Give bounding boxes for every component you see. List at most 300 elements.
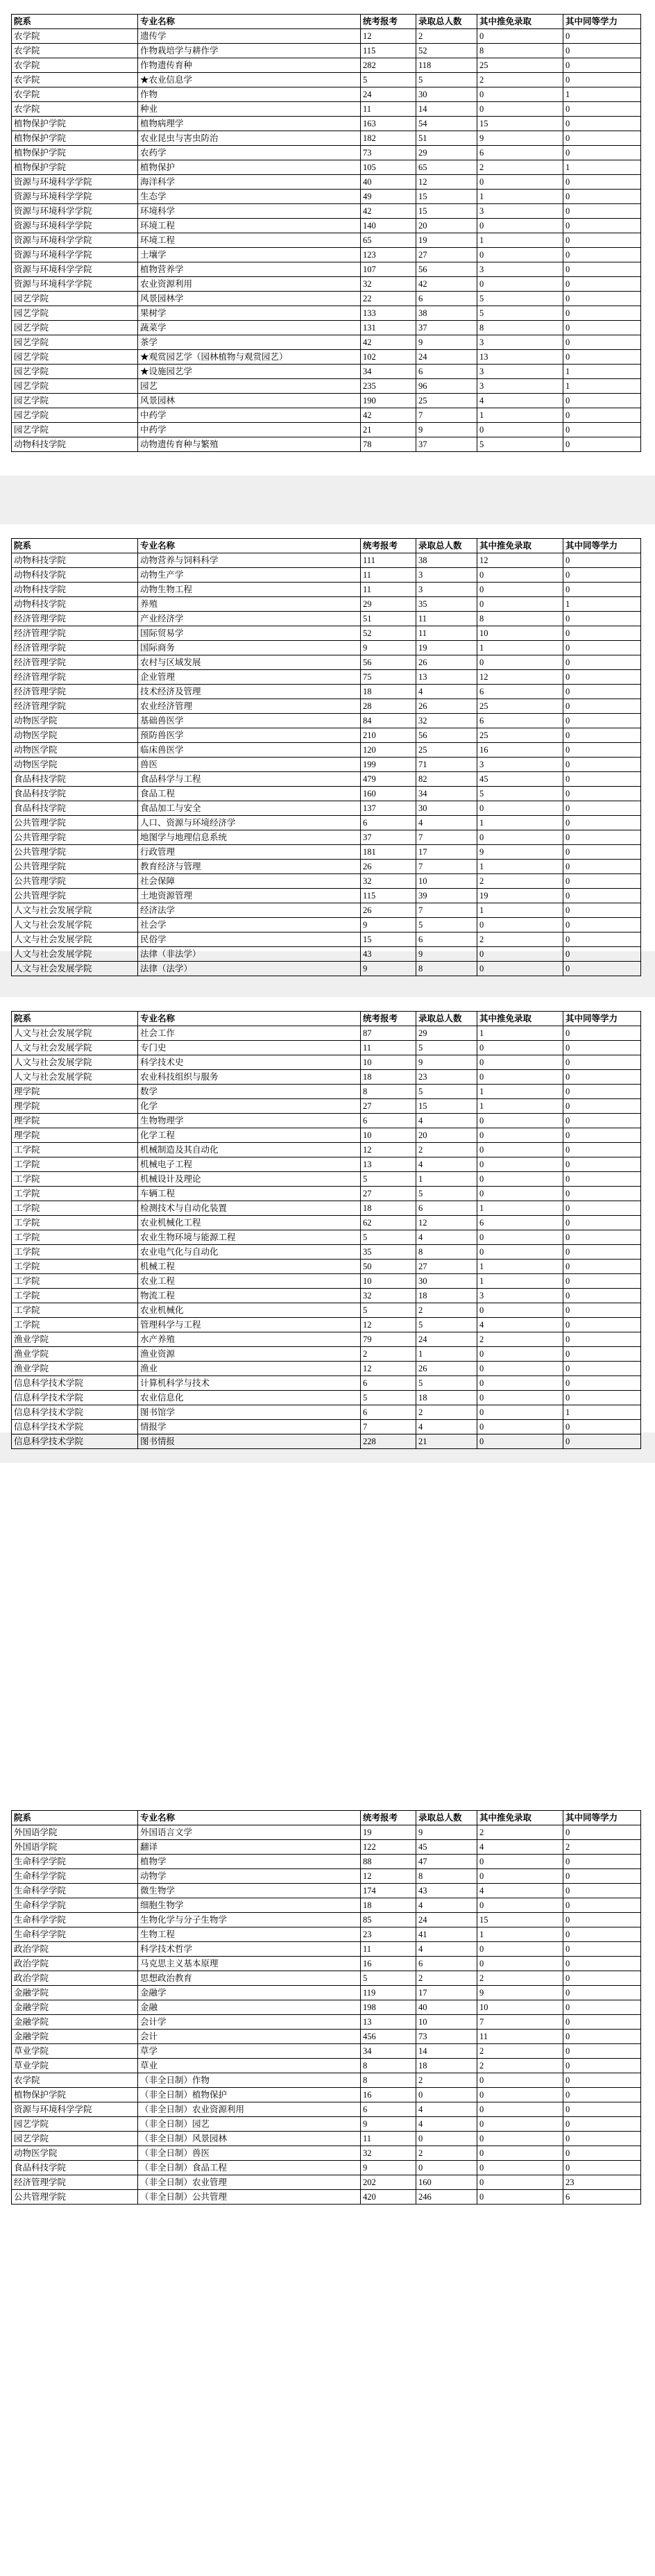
table-row bbox=[12, 670, 641, 685]
table-row bbox=[12, 1884, 641, 1898]
equivalent-education-cell: 1 bbox=[563, 87, 641, 102]
table-row bbox=[12, 845, 641, 860]
recommended-admitted-cell: 12 bbox=[477, 553, 563, 568]
table-row bbox=[12, 1957, 641, 1971]
department-cell: 信息科学技术学院 bbox=[12, 1435, 138, 1449]
equivalent-education-cell: 0 bbox=[563, 1435, 641, 1449]
department-cell: 生命科学学院 bbox=[12, 1884, 138, 1898]
recommended-admitted-cell: 0 bbox=[477, 1055, 563, 1070]
major-cell: 植物病理学 bbox=[138, 117, 361, 131]
recommended-admitted-cell: 0 bbox=[477, 1855, 563, 1869]
exam-applicants-cell: 11 bbox=[361, 102, 416, 117]
header-recommended-admitted: 其中推免录取 bbox=[477, 1012, 563, 1026]
major-cell: ★设施园艺学 bbox=[138, 365, 361, 379]
major-cell: 化学 bbox=[138, 1099, 361, 1114]
recommended-admitted-cell: 5 bbox=[477, 787, 563, 801]
header-recommended-admitted: 其中推免录取 bbox=[477, 15, 563, 29]
major-cell: 车辆工程 bbox=[138, 1187, 361, 1201]
equivalent-education-cell: 0 bbox=[563, 1143, 641, 1157]
recommended-admitted-cell: 0 bbox=[477, 1420, 563, 1435]
recommended-admitted-cell: 0 bbox=[477, 1376, 563, 1391]
header-total-admitted: 录取总人数 bbox=[416, 1811, 477, 1825]
total-admitted-cell: 26 bbox=[416, 1362, 477, 1376]
total-admitted-cell: 5 bbox=[416, 918, 477, 932]
exam-applicants-cell: 107 bbox=[361, 262, 416, 277]
major-cell: 民俗学 bbox=[138, 932, 361, 947]
total-admitted-cell: 71 bbox=[416, 758, 477, 772]
recommended-admitted-cell: 12 bbox=[477, 670, 563, 685]
total-admitted-cell: 8 bbox=[416, 1245, 477, 1260]
equivalent-education-cell: 0 bbox=[563, 44, 641, 58]
exam-applicants-cell: 18 bbox=[361, 685, 416, 699]
table-row bbox=[12, 772, 641, 787]
department-cell: 金融学院 bbox=[12, 2030, 138, 2044]
exam-applicants-cell: 52 bbox=[361, 626, 416, 641]
major-cell: 产业经济学 bbox=[138, 612, 361, 626]
total-admitted-cell: 4 bbox=[416, 1420, 477, 1435]
header-department: 院系 bbox=[12, 539, 138, 553]
department-cell: 工学院 bbox=[12, 1230, 138, 1245]
major-cell: 养殖 bbox=[138, 597, 361, 612]
recommended-admitted-cell: 1 bbox=[477, 1274, 563, 1289]
exam-applicants-cell: 11 bbox=[361, 1041, 416, 1055]
recommended-admitted-cell: 2 bbox=[477, 874, 563, 889]
major-cell: 检测技术与自动化装置 bbox=[138, 1201, 361, 1216]
total-admitted-cell: 7 bbox=[416, 408, 477, 423]
equivalent-education-cell: 0 bbox=[563, 947, 641, 962]
equivalent-education-cell: 0 bbox=[563, 190, 641, 204]
exam-applicants-cell: 29 bbox=[361, 597, 416, 612]
exam-applicants-cell: 5 bbox=[361, 1971, 416, 1986]
major-cell: 风景园林 bbox=[138, 394, 361, 408]
table-row bbox=[12, 1332, 641, 1347]
recommended-admitted-cell: 0 bbox=[477, 1957, 563, 1971]
equivalent-education-cell: 0 bbox=[563, 1957, 641, 1971]
major-cell: 农业机械化 bbox=[138, 1303, 361, 1318]
exam-applicants-cell: 27 bbox=[361, 1187, 416, 1201]
table-row bbox=[12, 1898, 641, 1913]
table-row bbox=[12, 73, 641, 87]
exam-applicants-cell: 84 bbox=[361, 714, 416, 728]
equivalent-education-cell: 0 bbox=[563, 1971, 641, 1986]
header-equivalent-education: 其中同等学力 bbox=[563, 539, 641, 553]
table-row bbox=[12, 641, 641, 655]
department-cell: 动物医学院 bbox=[12, 758, 138, 772]
equivalent-education-cell: 0 bbox=[563, 321, 641, 335]
header-total-admitted: 录取总人数 bbox=[416, 15, 477, 29]
major-cell: 临床兽医学 bbox=[138, 743, 361, 758]
exam-applicants-cell: 181 bbox=[361, 845, 416, 860]
equivalent-education-cell: 0 bbox=[563, 350, 641, 365]
department-cell: 理学院 bbox=[12, 1099, 138, 1114]
recommended-admitted-cell: 10 bbox=[477, 626, 563, 641]
recommended-admitted-cell: 0 bbox=[477, 1070, 563, 1085]
department-cell: 公共管理学院 bbox=[12, 2190, 138, 2205]
recommended-admitted-cell: 0 bbox=[477, 1303, 563, 1318]
recommended-admitted-cell: 0 bbox=[477, 1362, 563, 1376]
header-exam-applicants: 统考报考 bbox=[361, 1811, 416, 1825]
header-exam-applicants: 统考报考 bbox=[361, 15, 416, 29]
table-row bbox=[12, 1172, 641, 1187]
recommended-admitted-cell: 0 bbox=[477, 568, 563, 583]
department-cell: 人文与社会发展学院 bbox=[12, 903, 138, 918]
equivalent-education-cell: 0 bbox=[563, 772, 641, 787]
equivalent-education-cell: 0 bbox=[563, 1026, 641, 1041]
recommended-admitted-cell: 3 bbox=[477, 335, 563, 350]
department-cell: 农学院 bbox=[12, 29, 138, 44]
total-admitted-cell: 24 bbox=[416, 350, 477, 365]
equivalent-education-cell: 0 bbox=[563, 58, 641, 73]
recommended-admitted-cell: 1 bbox=[477, 1085, 563, 1099]
equivalent-education-cell: 0 bbox=[563, 1055, 641, 1070]
table-row bbox=[12, 1405, 641, 1420]
total-admitted-cell: 4 bbox=[416, 685, 477, 699]
exam-applicants-cell: 11 bbox=[361, 1942, 416, 1957]
exam-applicants-cell: 120 bbox=[361, 743, 416, 758]
recommended-admitted-cell: 2 bbox=[477, 1332, 563, 1347]
table-row bbox=[12, 350, 641, 365]
total-admitted-cell: 6 bbox=[416, 292, 477, 306]
department-cell: 信息科学技术学院 bbox=[12, 1391, 138, 1405]
total-admitted-cell: 42 bbox=[416, 277, 477, 292]
recommended-admitted-cell: 0 bbox=[477, 219, 563, 233]
major-cell: 图书馆学 bbox=[138, 1405, 361, 1420]
equivalent-education-cell: 0 bbox=[563, 437, 641, 452]
header-total-admitted: 录取总人数 bbox=[416, 539, 477, 553]
total-admitted-cell: 29 bbox=[416, 146, 477, 160]
exam-applicants-cell: 105 bbox=[361, 160, 416, 175]
recommended-admitted-cell: 0 bbox=[477, 2190, 563, 2205]
total-admitted-cell: 25 bbox=[416, 394, 477, 408]
recommended-admitted-cell: 10 bbox=[477, 2000, 563, 2015]
exam-applicants-cell: 235 bbox=[361, 379, 416, 394]
exam-applicants-cell: 140 bbox=[361, 219, 416, 233]
total-admitted-cell: 2 bbox=[416, 2146, 477, 2161]
department-cell: 公共管理学院 bbox=[12, 874, 138, 889]
table-row bbox=[12, 1913, 641, 1927]
admission-table-page-2 bbox=[11, 538, 641, 976]
recommended-admitted-cell: 0 bbox=[477, 423, 563, 437]
exam-applicants-cell: 79 bbox=[361, 1332, 416, 1347]
table-row bbox=[12, 394, 641, 408]
equivalent-education-cell: 0 bbox=[563, 1216, 641, 1230]
equivalent-education-cell: 0 bbox=[563, 131, 641, 146]
department-cell: 渔业学院 bbox=[12, 1332, 138, 1347]
table-row bbox=[12, 160, 641, 175]
total-admitted-cell: 56 bbox=[416, 262, 477, 277]
table-row bbox=[12, 1435, 641, 1449]
total-admitted-cell: 24 bbox=[416, 1913, 477, 1927]
department-cell: 经济管理学院 bbox=[12, 641, 138, 655]
recommended-admitted-cell: 1 bbox=[477, 1260, 563, 1274]
exam-applicants-cell: 16 bbox=[361, 1957, 416, 1971]
table-row bbox=[12, 1303, 641, 1318]
recommended-admitted-cell: 0 bbox=[477, 87, 563, 102]
total-admitted-cell: 9 bbox=[416, 1825, 477, 1840]
equivalent-education-cell: 0 bbox=[563, 2059, 641, 2073]
exam-applicants-cell: 85 bbox=[361, 1913, 416, 1927]
major-cell: 风景园林学 bbox=[138, 292, 361, 306]
table-row bbox=[12, 1855, 641, 1869]
department-cell: 动物医学院 bbox=[12, 728, 138, 743]
recommended-admitted-cell: 0 bbox=[477, 583, 563, 597]
exam-applicants-cell: 26 bbox=[361, 903, 416, 918]
equivalent-education-cell: 0 bbox=[563, 306, 641, 321]
total-admitted-cell: 15 bbox=[416, 190, 477, 204]
exam-applicants-cell: 456 bbox=[361, 2030, 416, 2044]
exam-applicants-cell: 199 bbox=[361, 758, 416, 772]
table-row bbox=[12, 1376, 641, 1391]
recommended-admitted-cell: 9 bbox=[477, 131, 563, 146]
department-cell: 资源与环境科学学院 bbox=[12, 175, 138, 190]
total-admitted-cell: 96 bbox=[416, 379, 477, 394]
header-department: 院系 bbox=[12, 1012, 138, 1026]
major-cell: 会计学 bbox=[138, 2015, 361, 2030]
major-cell: （非全日制）农业管理 bbox=[138, 2175, 361, 2190]
table-row bbox=[12, 219, 641, 233]
major-cell: 农业资源利用 bbox=[138, 277, 361, 292]
equivalent-education-cell: 0 bbox=[563, 1070, 641, 1085]
table-row bbox=[12, 2117, 641, 2132]
major-cell: 中药学 bbox=[138, 408, 361, 423]
department-cell: 人文与社会发展学院 bbox=[12, 1041, 138, 1055]
department-cell: 人文与社会发展学院 bbox=[12, 1026, 138, 1041]
exam-applicants-cell: 131 bbox=[361, 321, 416, 335]
major-cell: 情报学 bbox=[138, 1420, 361, 1435]
department-cell: 生命科学学院 bbox=[12, 1898, 138, 1913]
table-row bbox=[12, 102, 641, 117]
exam-applicants-cell: 9 bbox=[361, 918, 416, 932]
recommended-admitted-cell: 5 bbox=[477, 437, 563, 452]
equivalent-education-cell: 0 bbox=[563, 1884, 641, 1898]
recommended-admitted-cell: 0 bbox=[477, 2117, 563, 2132]
exam-applicants-cell: 42 bbox=[361, 204, 416, 219]
major-cell: 植物学 bbox=[138, 1855, 361, 1869]
recommended-admitted-cell: 15 bbox=[477, 1913, 563, 1927]
exam-applicants-cell: 18 bbox=[361, 1898, 416, 1913]
department-cell: 植物保护学院 bbox=[12, 117, 138, 131]
exam-applicants-cell: 32 bbox=[361, 2146, 416, 2161]
exam-applicants-cell: 12 bbox=[361, 1869, 416, 1884]
total-admitted-cell: 26 bbox=[416, 655, 477, 670]
total-admitted-cell: 17 bbox=[416, 1986, 477, 2000]
equivalent-education-cell: 0 bbox=[563, 204, 641, 219]
recommended-admitted-cell: 1 bbox=[477, 641, 563, 655]
major-cell: 图书情报 bbox=[138, 1435, 361, 1449]
total-admitted-cell: 34 bbox=[416, 787, 477, 801]
major-cell: 种业 bbox=[138, 102, 361, 117]
equivalent-education-cell: 0 bbox=[563, 568, 641, 583]
total-admitted-cell: 65 bbox=[416, 160, 477, 175]
recommended-admitted-cell: 0 bbox=[477, 597, 563, 612]
total-admitted-cell: 19 bbox=[416, 233, 477, 248]
total-admitted-cell: 7 bbox=[416, 830, 477, 845]
table-row bbox=[12, 2059, 641, 2073]
exam-applicants-cell: 65 bbox=[361, 233, 416, 248]
major-cell: （非全日制）兽医 bbox=[138, 2146, 361, 2161]
equivalent-education-cell: 0 bbox=[563, 1332, 641, 1347]
recommended-admitted-cell: 1 bbox=[477, 408, 563, 423]
total-admitted-cell: 15 bbox=[416, 1099, 477, 1114]
equivalent-education-cell: 0 bbox=[563, 932, 641, 947]
recommended-admitted-cell: 3 bbox=[477, 758, 563, 772]
exam-applicants-cell: 9 bbox=[361, 641, 416, 655]
department-cell: 人文与社会发展学院 bbox=[12, 947, 138, 962]
recommended-admitted-cell: 0 bbox=[477, 1041, 563, 1055]
equivalent-education-cell: 0 bbox=[563, 248, 641, 262]
table-header-row bbox=[12, 15, 641, 29]
department-cell: 农学院 bbox=[12, 58, 138, 73]
department-cell: 渔业学院 bbox=[12, 1362, 138, 1376]
major-cell: 草学 bbox=[138, 2044, 361, 2059]
table-row bbox=[12, 1230, 641, 1245]
total-admitted-cell: 9 bbox=[416, 335, 477, 350]
equivalent-education-cell: 0 bbox=[563, 583, 641, 597]
total-admitted-cell: 10 bbox=[416, 2015, 477, 2030]
total-admitted-cell: 2 bbox=[416, 2073, 477, 2088]
table-row bbox=[12, 262, 641, 277]
recommended-admitted-cell: 0 bbox=[477, 1245, 563, 1260]
major-cell: 农业工程 bbox=[138, 1274, 361, 1289]
exam-applicants-cell: 160 bbox=[361, 787, 416, 801]
total-admitted-cell: 29 bbox=[416, 1026, 477, 1041]
total-admitted-cell: 2 bbox=[416, 29, 477, 44]
department-cell: 食品科技学院 bbox=[12, 2161, 138, 2175]
recommended-admitted-cell: 3 bbox=[477, 1289, 563, 1303]
major-cell: 企业管理 bbox=[138, 670, 361, 685]
major-cell: 机械设计及理论 bbox=[138, 1172, 361, 1187]
total-admitted-cell: 13 bbox=[416, 670, 477, 685]
total-admitted-cell: 47 bbox=[416, 1855, 477, 1869]
exam-applicants-cell: 24 bbox=[361, 87, 416, 102]
total-admitted-cell: 37 bbox=[416, 437, 477, 452]
exam-applicants-cell: 9 bbox=[361, 2161, 416, 2175]
recommended-admitted-cell: 0 bbox=[477, 1172, 563, 1187]
department-cell: 经济管理学院 bbox=[12, 612, 138, 626]
exam-applicants-cell: 115 bbox=[361, 44, 416, 58]
header-exam-applicants: 统考报考 bbox=[361, 539, 416, 553]
major-cell: 农业生物环境与能源工程 bbox=[138, 1230, 361, 1245]
major-cell: （非全日制）风景园林 bbox=[138, 2132, 361, 2146]
major-cell: 作物 bbox=[138, 87, 361, 102]
table-row bbox=[12, 743, 641, 758]
recommended-admitted-cell: 6 bbox=[477, 714, 563, 728]
equivalent-education-cell: 0 bbox=[563, 423, 641, 437]
table-row bbox=[12, 1026, 641, 1041]
department-cell: 人文与社会发展学院 bbox=[12, 1055, 138, 1070]
total-admitted-cell: 35 bbox=[416, 597, 477, 612]
equivalent-education-cell: 0 bbox=[563, 1362, 641, 1376]
exam-applicants-cell: 34 bbox=[361, 365, 416, 379]
exam-applicants-cell: 228 bbox=[361, 1435, 416, 1449]
exam-applicants-cell: 42 bbox=[361, 335, 416, 350]
equivalent-education-cell: 1 bbox=[563, 160, 641, 175]
major-cell: 国际商务 bbox=[138, 641, 361, 655]
exam-applicants-cell: 12 bbox=[361, 29, 416, 44]
equivalent-education-cell: 0 bbox=[563, 262, 641, 277]
table-row bbox=[12, 1143, 641, 1157]
exam-applicants-cell: 122 bbox=[361, 1840, 416, 1855]
total-admitted-cell: 12 bbox=[416, 1216, 477, 1230]
department-cell: 食品科技学院 bbox=[12, 772, 138, 787]
exam-applicants-cell: 9 bbox=[361, 2117, 416, 2132]
equivalent-education-cell: 0 bbox=[563, 1898, 641, 1913]
department-cell: 理学院 bbox=[12, 1114, 138, 1128]
department-cell: 信息科学技术学院 bbox=[12, 1405, 138, 1420]
table-row bbox=[12, 248, 641, 262]
exam-applicants-cell: 479 bbox=[361, 772, 416, 787]
recommended-admitted-cell: 0 bbox=[477, 29, 563, 44]
exam-applicants-cell: 51 bbox=[361, 612, 416, 626]
exam-applicants-cell: 8 bbox=[361, 2059, 416, 2073]
recommended-admitted-cell: 5 bbox=[477, 292, 563, 306]
recommended-admitted-cell: 6 bbox=[477, 685, 563, 699]
page-separator bbox=[0, 476, 655, 524]
department-cell: 理学院 bbox=[12, 1128, 138, 1143]
table-row bbox=[12, 787, 641, 801]
department-cell: 生命科学学院 bbox=[12, 1913, 138, 1927]
recommended-admitted-cell: 6 bbox=[477, 146, 563, 160]
major-cell: 经济法学 bbox=[138, 903, 361, 918]
exam-applicants-cell: 420 bbox=[361, 2190, 416, 2205]
table-row bbox=[12, 131, 641, 146]
exam-applicants-cell: 34 bbox=[361, 2044, 416, 2059]
total-admitted-cell: 43 bbox=[416, 1884, 477, 1898]
total-admitted-cell: 6 bbox=[416, 932, 477, 947]
equivalent-education-cell: 0 bbox=[563, 2161, 641, 2175]
table-row bbox=[12, 758, 641, 772]
equivalent-education-cell: 0 bbox=[563, 29, 641, 44]
recommended-admitted-cell: 0 bbox=[477, 801, 563, 816]
header-exam-applicants: 统考报考 bbox=[361, 1012, 416, 1026]
recommended-admitted-cell: 4 bbox=[477, 394, 563, 408]
total-admitted-cell: 20 bbox=[416, 1128, 477, 1143]
table-row bbox=[12, 1318, 641, 1332]
total-admitted-cell: 54 bbox=[416, 117, 477, 131]
equivalent-education-cell: 0 bbox=[563, 1347, 641, 1362]
recommended-admitted-cell: 0 bbox=[477, 1347, 563, 1362]
equivalent-education-cell: 0 bbox=[563, 728, 641, 743]
exam-applicants-cell: 5 bbox=[361, 1303, 416, 1318]
equivalent-education-cell: 0 bbox=[563, 335, 641, 350]
major-cell: 科学技术史 bbox=[138, 1055, 361, 1070]
table-row bbox=[12, 597, 641, 612]
table-row bbox=[12, 1289, 641, 1303]
recommended-admitted-cell: 0 bbox=[477, 2073, 563, 2088]
department-cell: 资源与环境科学学院 bbox=[12, 190, 138, 204]
recommended-admitted-cell: 0 bbox=[477, 2146, 563, 2161]
total-admitted-cell: 56 bbox=[416, 728, 477, 743]
table-row bbox=[12, 408, 641, 423]
recommended-admitted-cell: 2 bbox=[477, 73, 563, 87]
major-cell: 草业 bbox=[138, 2059, 361, 2073]
equivalent-education-cell: 0 bbox=[563, 1289, 641, 1303]
table-row bbox=[12, 889, 641, 903]
total-admitted-cell: 5 bbox=[416, 1187, 477, 1201]
equivalent-education-cell: 0 bbox=[563, 2146, 641, 2161]
equivalent-education-cell: 0 bbox=[563, 743, 641, 758]
department-cell: 公共管理学院 bbox=[12, 889, 138, 903]
department-cell: 政治学院 bbox=[12, 1971, 138, 1986]
table-row bbox=[12, 816, 641, 830]
recommended-admitted-cell: 0 bbox=[477, 1898, 563, 1913]
table-row bbox=[12, 1085, 641, 1099]
major-cell: 园艺 bbox=[138, 379, 361, 394]
recommended-admitted-cell: 2 bbox=[477, 1825, 563, 1840]
major-cell: ★观赏园艺学（园林植物与观赏园艺） bbox=[138, 350, 361, 365]
recommended-admitted-cell: 2 bbox=[477, 160, 563, 175]
department-cell: 园艺学院 bbox=[12, 394, 138, 408]
